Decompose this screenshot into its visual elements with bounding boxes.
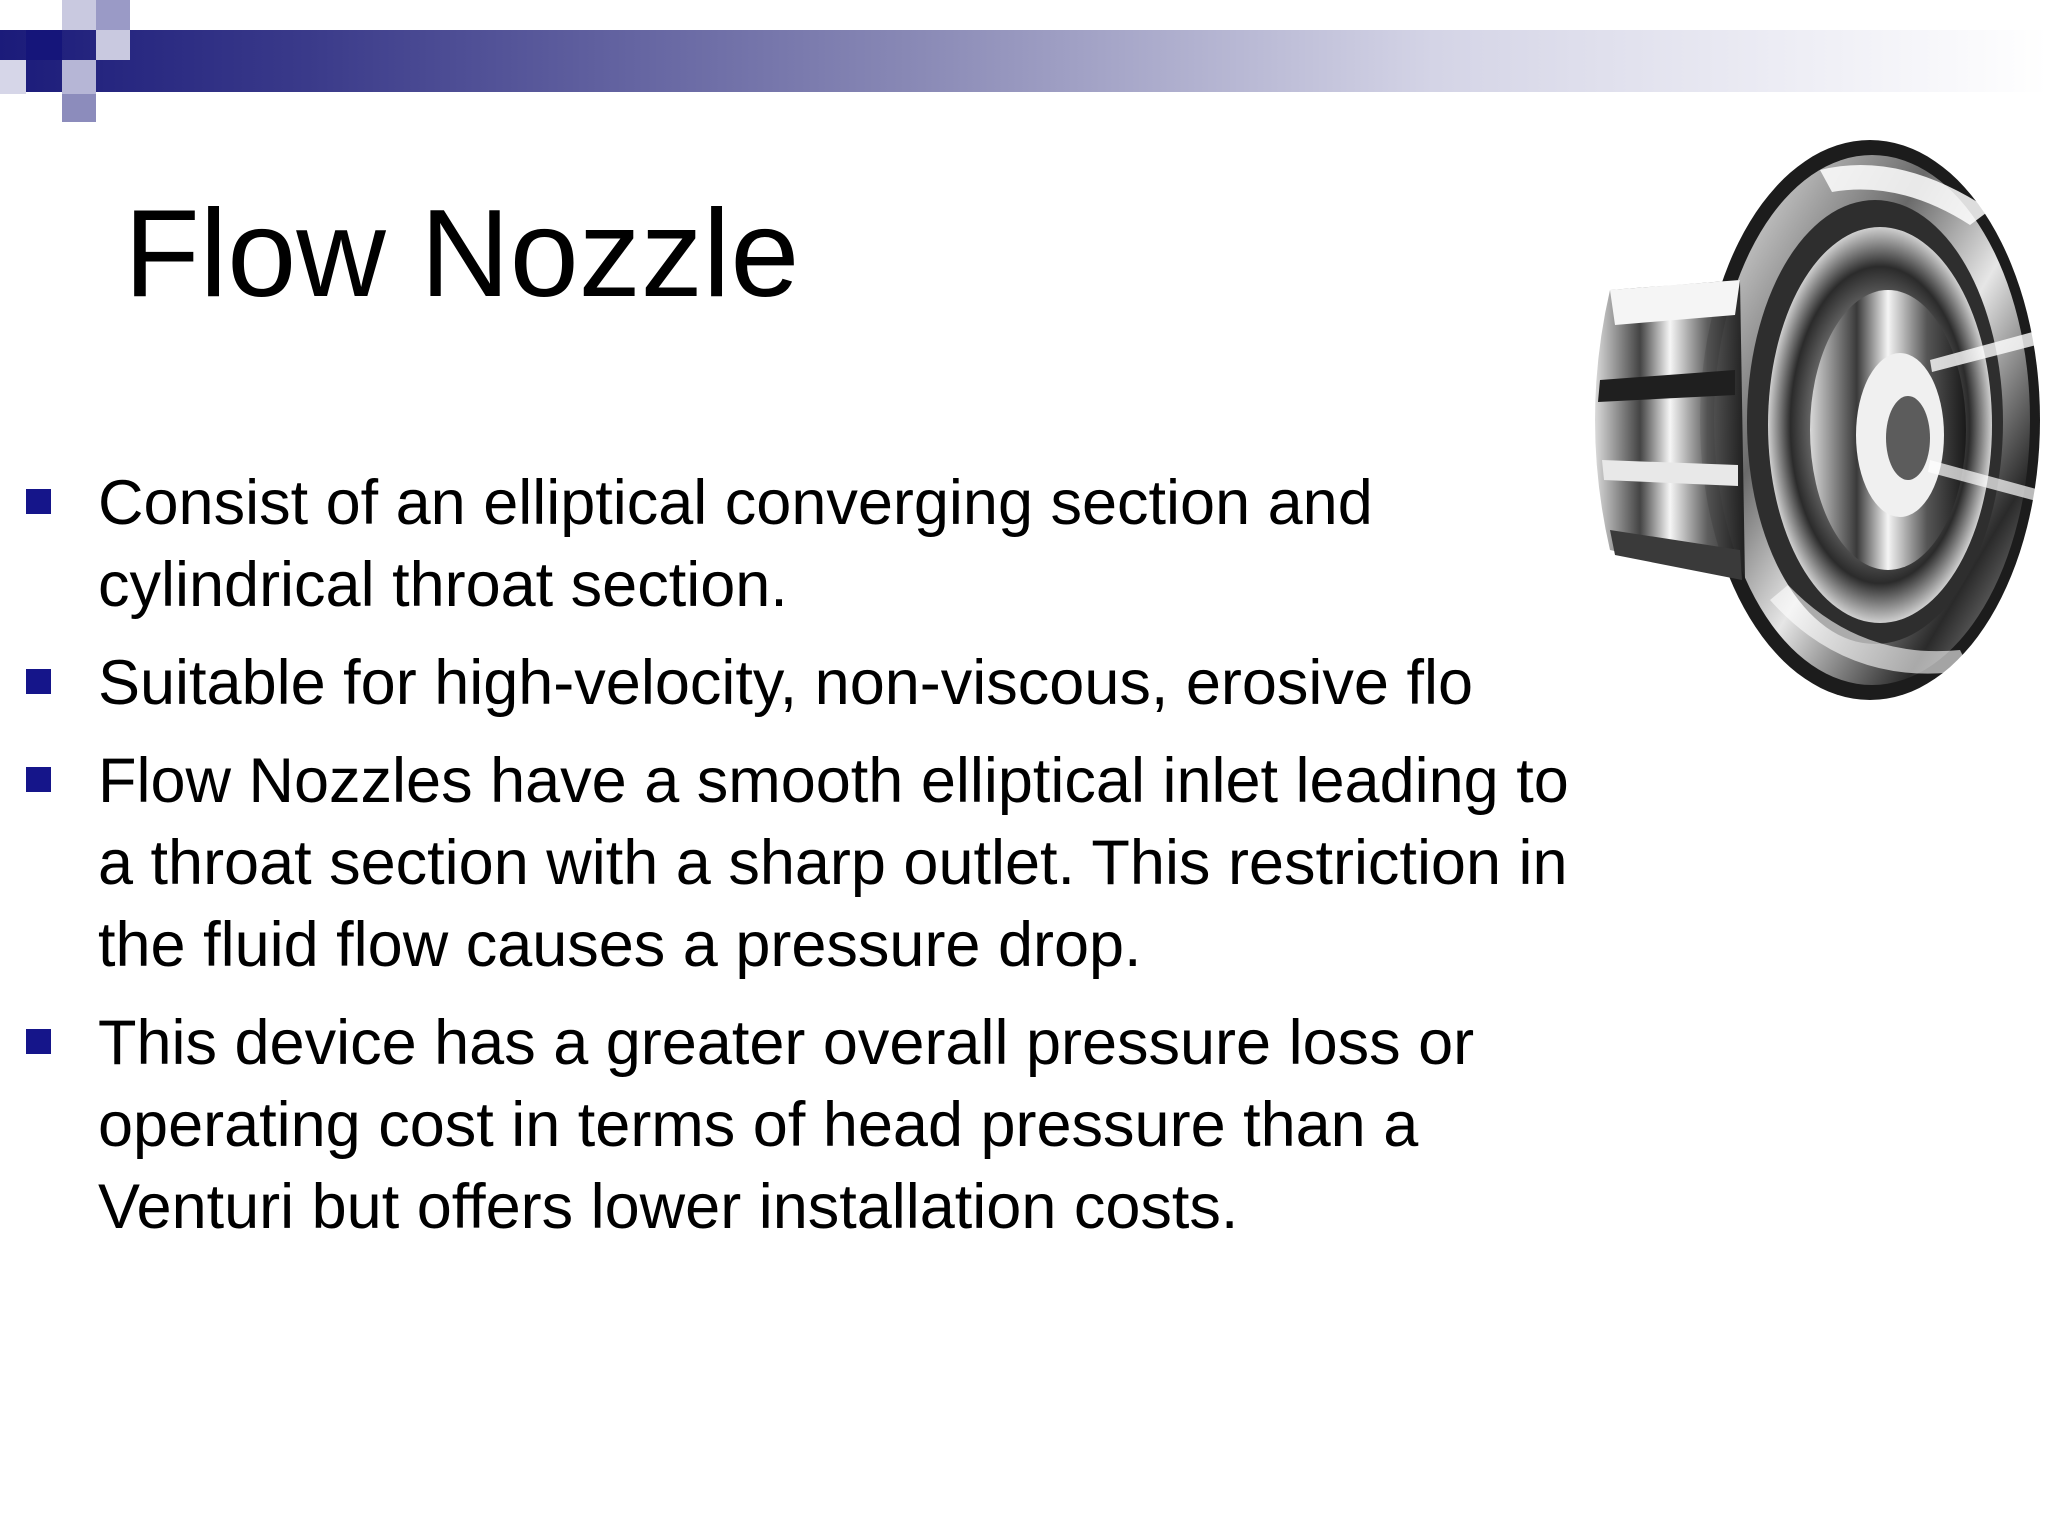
bullet-text-line: cylindrical throat section. [98,550,788,620]
slide-title: Flow Nozzle [124,185,800,323]
square-bullet-icon [26,767,51,792]
bullet-text-line: Venturi but offers lower installation costs. [98,1172,1239,1242]
bullet-text-line: This device has a greater overall pressure loss or [98,1008,1475,1078]
header-gradient-bar [0,30,2048,92]
bullet-text-line: Suitable for high-velocity, non-viscous, erosive flo [98,648,1473,718]
flow-nozzle-photo-icon [1570,130,2048,710]
bullet-item [0,462,1690,626]
square-bullet-icon [26,1029,51,1054]
bullet-text-line: Flow Nozzles have a smooth elliptical inlet leading to [98,746,1569,816]
bullet-text-line: operating cost in terms of head pressure than a [98,1090,1419,1160]
bullet-list [0,462,1690,1264]
bullet-text-line: the fluid flow causes a pressure drop. [98,910,1142,980]
corner-squares-decoration [0,0,160,130]
bullet-item [0,1002,1690,1248]
bullet-item [0,740,1690,986]
bullet-item [0,642,1690,724]
bullet-text-line: a throat section with a sharp outlet. This restriction in [98,828,1568,898]
bullet-text-line: Consist of an elliptical converging section and [98,468,1373,538]
square-bullet-icon [26,489,51,514]
square-bullet-icon [26,669,51,694]
